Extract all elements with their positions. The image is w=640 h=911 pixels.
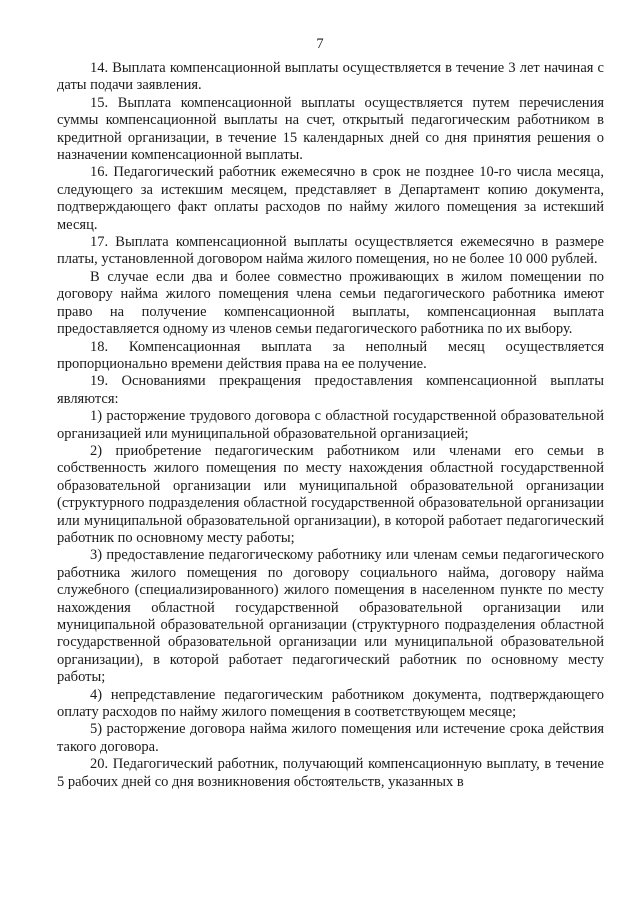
paragraph-14: 14. Выплата компенсационной выплаты осуществляется в течение 3 лет начиная с даты подачи заявления. bbox=[57, 60, 604, 94]
paragraph-16: 16. Педагогический работник ежемесячно в срок не позднее 10-го числа месяца, следующего за истекшим месяцем, представляет в Департамент копию документа, подтверждающего факт оплаты расходов по найму жилого помещения за истекший месяц. bbox=[57, 164, 604, 233]
paragraph-15: 15. Выплата компенсационной выплаты осуществляется путем перечисления суммы компенсационной выплаты на счет, открытый педагогическим работником в кредитной организации, в течение 15 календарных дней со дня принятия решения о назначении компенсационной выплаты. bbox=[57, 94, 604, 164]
document-body bbox=[57, 60, 604, 791]
paragraph-19-item-2: 2) приобретение педагогическим работником или членами его семьи в собственность жилого помещения по месту нахождения областной государственной образовательной организации или муниципальной образовательной организации (структурного подразделения областной государственной образовательной организации или муниципальной образовательной организации), в которой работает педагогический работник по основному месту работы; bbox=[57, 442, 604, 546]
paragraph-19-item-4: 4) непредставление педагогическим работником документа, подтверждающего оплату расходов по найму жилого помещения в соответствующем месяце; bbox=[57, 686, 604, 721]
paragraph-19-item-3: 3) предоставление педагогическому работнику или членам семьи педагогического работника жилого помещения по договору социального найма, договору найма служебного (специализированного) жилого помещения в населенном пункте по месту нахождения областной государственной образовательной организации или муниципальной образовательной организации (структурного подразделения областной государственной образовательной организации или муниципальной образовательной организации), в которой работает педагогический работник по основному месту работы; bbox=[57, 547, 604, 686]
paragraph-18: 18. Компенсационная выплата за неполный месяц осуществляется пропорционально времени действия права на ее получение. bbox=[57, 338, 604, 372]
page-number: 7 bbox=[316, 36, 324, 52]
paragraph-19-item-5: 5) расторжение договора найма жилого помещения или истечение срока действия такого договора. bbox=[57, 721, 604, 755]
paragraph-17: 17. Выплата компенсационной выплаты осуществляется ежемесячно в размере платы, установленной договором найма жилого помещения, но не более 10 000 рублей. bbox=[57, 234, 604, 268]
paragraph-17-family-members: В случае если два и более совместно проживающих в жилом помещении по договору найма жилого помещения члена семьи педагогического работника имеют право на получение компенсационной выплаты, компенсационная выплата предоставляется одному из членов семьи педагогического работника по их выбору. bbox=[57, 268, 604, 338]
paragraph-19: 19. Основаниями прекращения предоставления компенсационной выплаты являются: bbox=[57, 373, 604, 407]
paragraph-20: 20. Педагогический работник, получающий компенсационную выплату, в течение 5 рабочих дней со дня возникновения обстоятельств, указанных в bbox=[57, 756, 604, 790]
paragraph-19-item-1: 1) расторжение трудового договора с областной государственной образовательной организацией или муниципальной образовательной организацией; bbox=[57, 408, 604, 442]
